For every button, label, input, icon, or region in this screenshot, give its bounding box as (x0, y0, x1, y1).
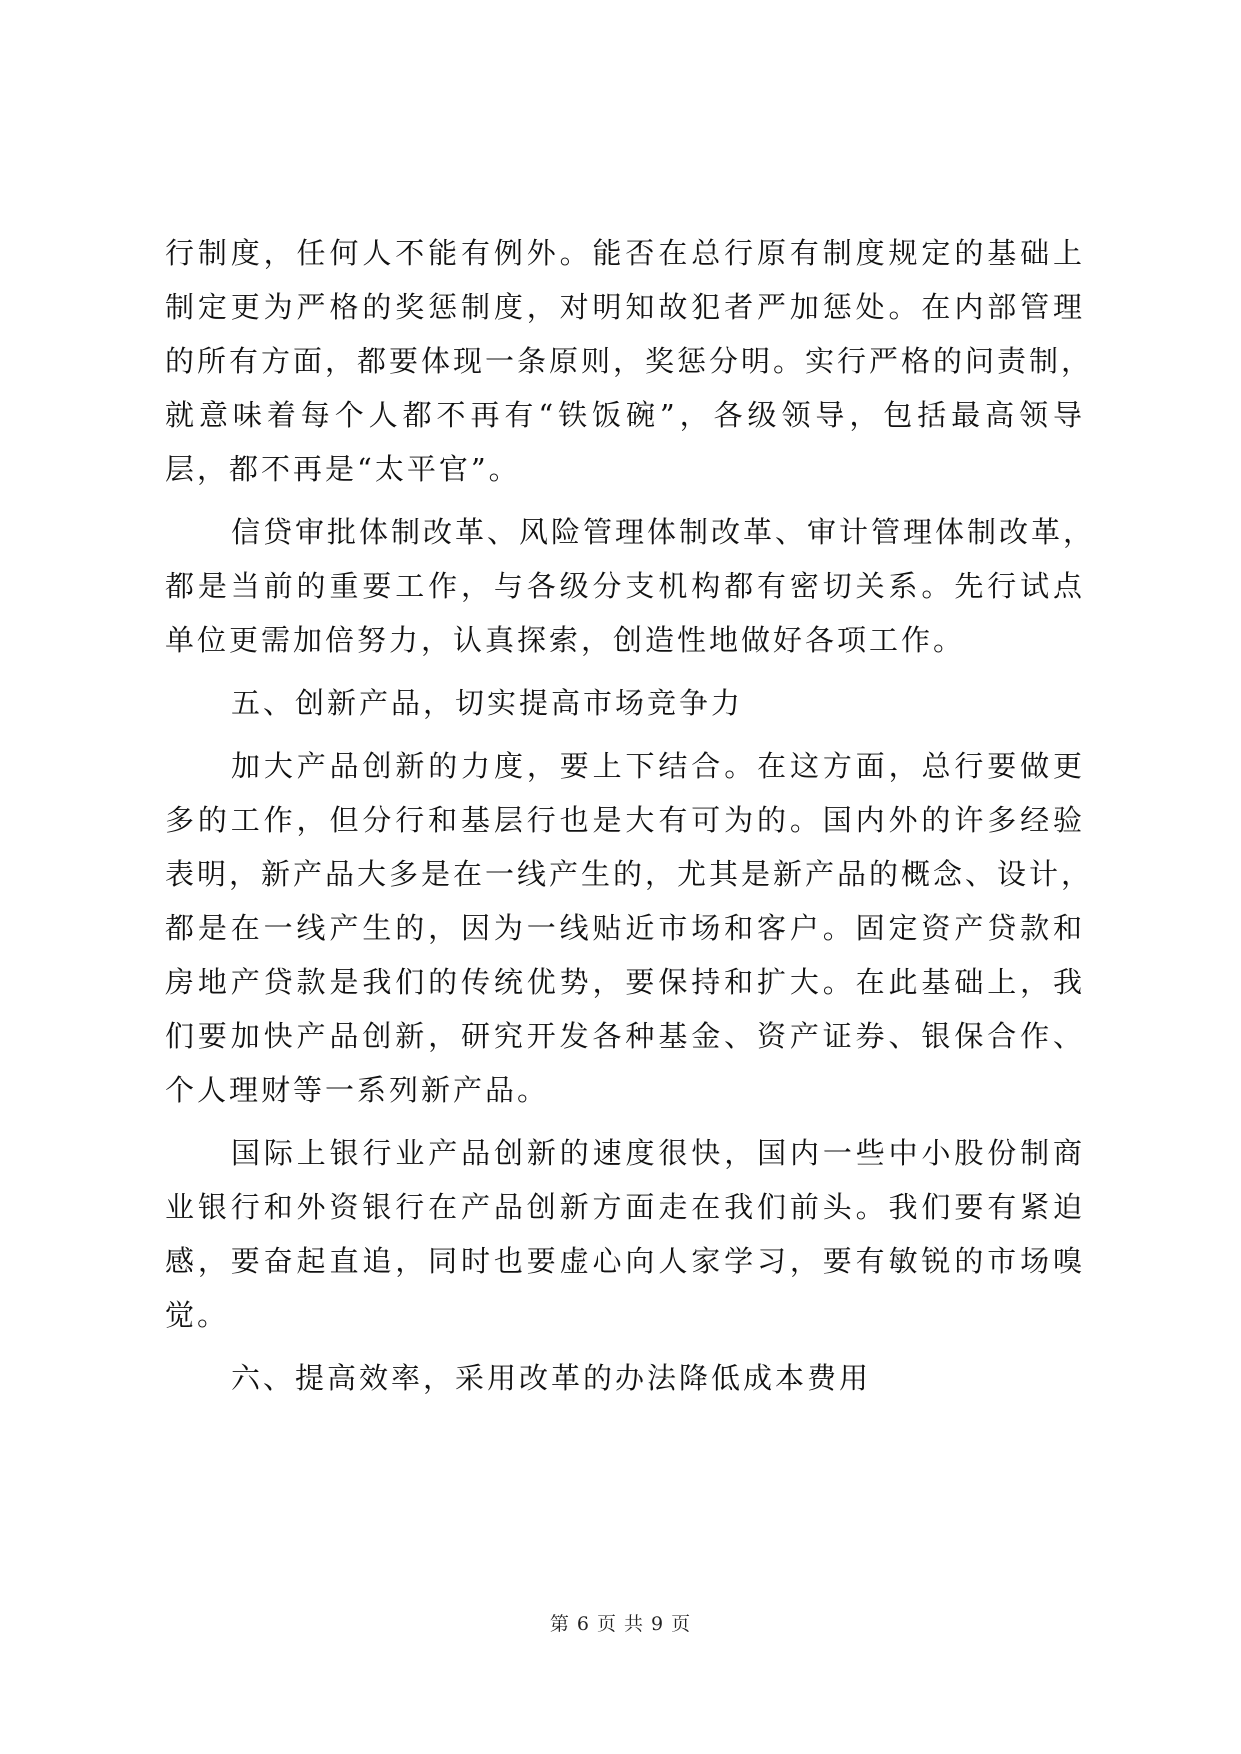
text-line: 们要加快产品创新，研究开发各种基金、资产证券、银保合作、 (165, 1019, 1085, 1053)
section-heading: 六、提高效率，采用改革的办法降低成本费用 (231, 1361, 872, 1395)
text-line: 加大产品创新的力度，要上下结合。在这方面，总行要做更 (231, 749, 1085, 783)
paragraph-reform (165, 505, 1096, 667)
text-line: 觉。 (165, 1298, 230, 1332)
text-line: 感，要奋起直追，同时也要虚心向人家学习，要有敏锐的市场嗅 (165, 1244, 1085, 1278)
text-line: 单位更需加倍努力，认真探索，创造性地做好各项工作。 (165, 623, 966, 657)
text-line: 个人理财等一系列新产品。 (165, 1073, 550, 1107)
page-number-footer: 第 6 页 共 9 页 (549, 1613, 692, 1635)
text-line: 业银行和外资银行在产品创新方面走在我们前头。我们要有紧迫 (165, 1190, 1085, 1224)
text-line: 制定更为严格的奖惩制度，对明知故犯者严加惩处。在内部管理 (165, 290, 1085, 324)
text-line: 的所有方面，都要体现一条原则，奖惩分明。实行严格的问责制， (165, 344, 1094, 378)
paragraph-international (165, 1126, 1085, 1342)
text-line: 就意味着每个人都不再有“铁饭碗”，各级领导，包括最高领导 (165, 398, 1085, 432)
text-line: 表明，新产品大多是在一线产生的，尤其是新产品的概念、设计， (165, 857, 1094, 891)
text-line: 房地产贷款是我们的传统优势，要保持和扩大。在此基础上，我 (165, 965, 1085, 999)
section-heading: 五、创新产品，切实提高市场竞争力 (231, 686, 744, 720)
document-body (165, 226, 1096, 1405)
text-line: 多的工作，但分行和基层行也是大有可为的。国内外的许多经验 (165, 803, 1085, 837)
section-heading-five (165, 676, 1085, 730)
text-line: 行制度，任何人不能有例外。能否在总行原有制度规定的基础上 (165, 236, 1085, 270)
text-line: 都是当前的重要工作，与各级分支机构都有密切关系。先行试点 (165, 569, 1085, 603)
paragraph-accountability (165, 226, 1094, 496)
text-line: 国际上银行业产品创新的速度很快，国内一些中小股份制商 (231, 1136, 1085, 1170)
paragraph-product-innovation (165, 739, 1094, 1117)
text-line: 层，都不再是“太平官”。 (165, 452, 521, 486)
text-line: 都是在一线产生的，因为一线贴近市场和客户。固定资产贷款和 (165, 911, 1085, 945)
text-line: 信贷审批体制改革、风险管理体制改革、审计管理体制改革， (231, 515, 1096, 549)
section-heading-six (165, 1351, 1085, 1405)
